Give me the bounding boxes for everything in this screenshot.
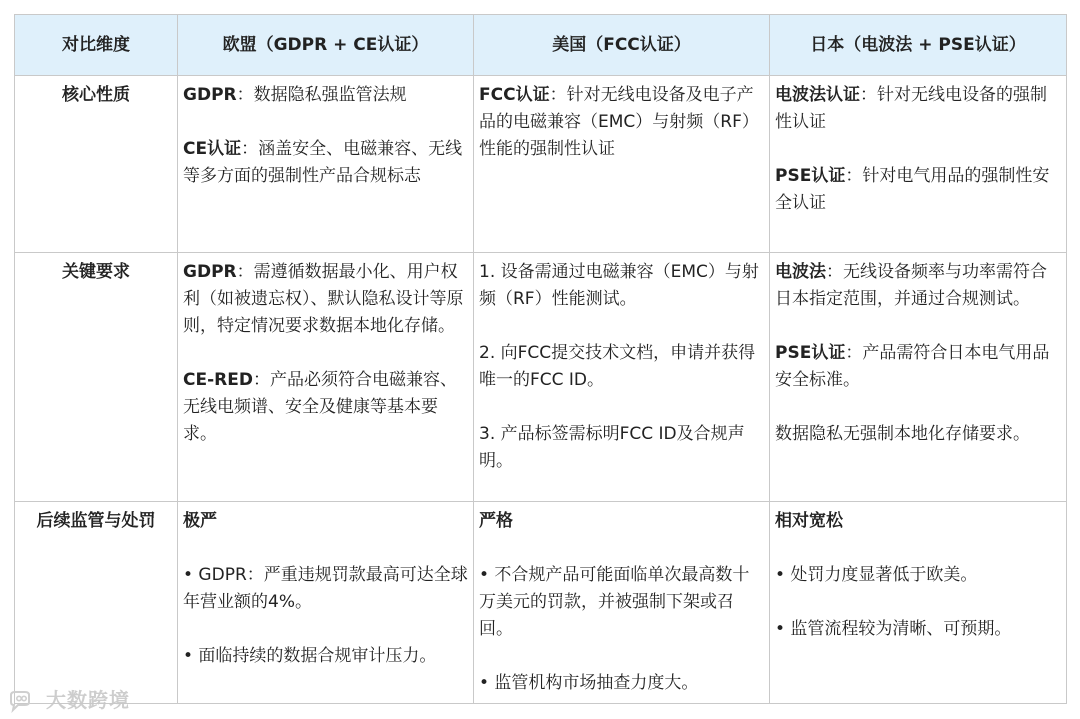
- bold-term: CE-RED: [183, 370, 253, 390]
- paragraph: [183, 508, 468, 535]
- paragraph: [775, 421, 1061, 448]
- cell-text: • 处罚力度显著低于欧美。: [775, 565, 978, 585]
- row-dimension: 核心性质: [15, 76, 178, 253]
- row-dimension: 后续监管与处罚: [15, 502, 178, 704]
- watermark: [8, 684, 130, 713]
- paragraph: [479, 421, 764, 475]
- paragraph: [775, 340, 1061, 394]
- cell-eu: [178, 253, 474, 502]
- bold-term: CE认证: [183, 139, 242, 159]
- comparison-table: [14, 14, 1067, 704]
- cell-text: • 面临持续的数据合规审计压力。: [183, 646, 437, 666]
- bold-term: 电波法: [775, 262, 826, 282]
- severity-label: 严格: [479, 511, 513, 531]
- table-row: [15, 502, 1067, 704]
- paragraph: [183, 82, 468, 109]
- cell-text: 2. 向FCC提交技术文档，申请并获得唯一的FCC ID。: [479, 343, 756, 390]
- paragraph: [479, 670, 764, 697]
- paragraph: [775, 616, 1061, 643]
- cell-us: [474, 502, 770, 704]
- severity-label: 相对宽松: [775, 511, 843, 531]
- paragraph: [183, 562, 468, 616]
- bold-term: GDPR: [183, 85, 237, 105]
- bold-term: FCC认证: [479, 85, 550, 105]
- row-dimension: 关键要求: [15, 253, 178, 502]
- cell-text: ：数据隐私强监管法规: [236, 85, 407, 105]
- table-row: [15, 253, 1067, 502]
- cell-text: ：针对无线电设备及电子产品的电磁兼容（EMC）与射频（RF）性能的强制性认证: [479, 85, 759, 159]
- cell-jp: [770, 253, 1067, 502]
- paragraph: [479, 340, 764, 394]
- cell-eu: [178, 76, 474, 253]
- table-row: [15, 76, 1067, 253]
- cell-text: • GDPR：严重违规罚款最高可达全球年营业额的4%。: [183, 565, 468, 612]
- cell-jp: [770, 502, 1067, 704]
- bold-term: GDPR: [183, 262, 237, 282]
- paragraph: [775, 163, 1061, 217]
- cell-text: 数据隐私无强制本地化存储要求。: [775, 424, 1030, 444]
- cell-text: ：针对电气用品的强制性安全认证: [775, 166, 1050, 213]
- header-us: 美国（FCC认证）: [474, 15, 770, 76]
- paragraph: [479, 259, 764, 313]
- cell-text: • 监管机构市场抽查力度大。: [479, 673, 699, 693]
- header-jp: 日本（电波法 + PSE认证）: [770, 15, 1067, 76]
- bold-term: PSE认证: [775, 343, 846, 363]
- paragraph: [775, 82, 1061, 136]
- header-eu: 欧盟（GDPR + CE认证）: [178, 15, 474, 76]
- paragraph: [479, 82, 764, 163]
- watermark-text: 大数跨境: [45, 688, 130, 712]
- paragraph: [775, 508, 1061, 535]
- cell-us: [474, 253, 770, 502]
- chat-bubble-logo-icon: [8, 691, 38, 713]
- paragraph: [775, 562, 1061, 589]
- paragraph: [479, 508, 764, 535]
- severity-label: 极严: [183, 511, 217, 531]
- cell-text: 1. 设备需通过电磁兼容（EMC）与射频（RF）性能测试。: [479, 262, 759, 309]
- cell-text: 3. 产品标签需标明FCC ID及合规声明。: [479, 424, 745, 471]
- paragraph: [183, 259, 468, 340]
- cell-text: ：需遵循数据最小化、用户权利（如被遗忘权）、默认隐私设计等原则，特定情况要求数据本地化存储。: [183, 262, 464, 336]
- cell-us: [474, 76, 770, 253]
- cell-text: ：针对无线电设备的强制性认证: [775, 85, 1047, 132]
- paragraph: [479, 562, 764, 643]
- cell-jp: [770, 76, 1067, 253]
- header-dimension: 对比维度: [15, 15, 178, 76]
- cell-text: • 监管流程较为清晰、可预期。: [775, 619, 1012, 639]
- cell-text: ：产品需符合日本电气用品安全标准。: [775, 343, 1050, 390]
- paragraph: [775, 259, 1061, 313]
- cell-text: ：产品必须符合电磁兼容、无线电频谱、安全及健康等基本要求。: [183, 370, 457, 444]
- paragraph: [183, 643, 468, 670]
- cell-text: • 不合规产品可能面临单次最高数十万美元的罚款，并被强制下架或召回。: [479, 565, 750, 639]
- paragraph: [183, 367, 468, 448]
- paragraph: [183, 136, 468, 190]
- bold-term: PSE认证: [775, 166, 846, 186]
- header-row: [15, 15, 1067, 76]
- cell-text: ：无线设备频率与功率需符合日本指定范围，并通过合规测试。: [775, 262, 1047, 309]
- cell-eu: [178, 502, 474, 704]
- cell-text: ：涵盖安全、电磁兼容、无线等多方面的强制性产品合规标志: [183, 139, 463, 186]
- bold-term: 电波法认证: [775, 85, 860, 105]
